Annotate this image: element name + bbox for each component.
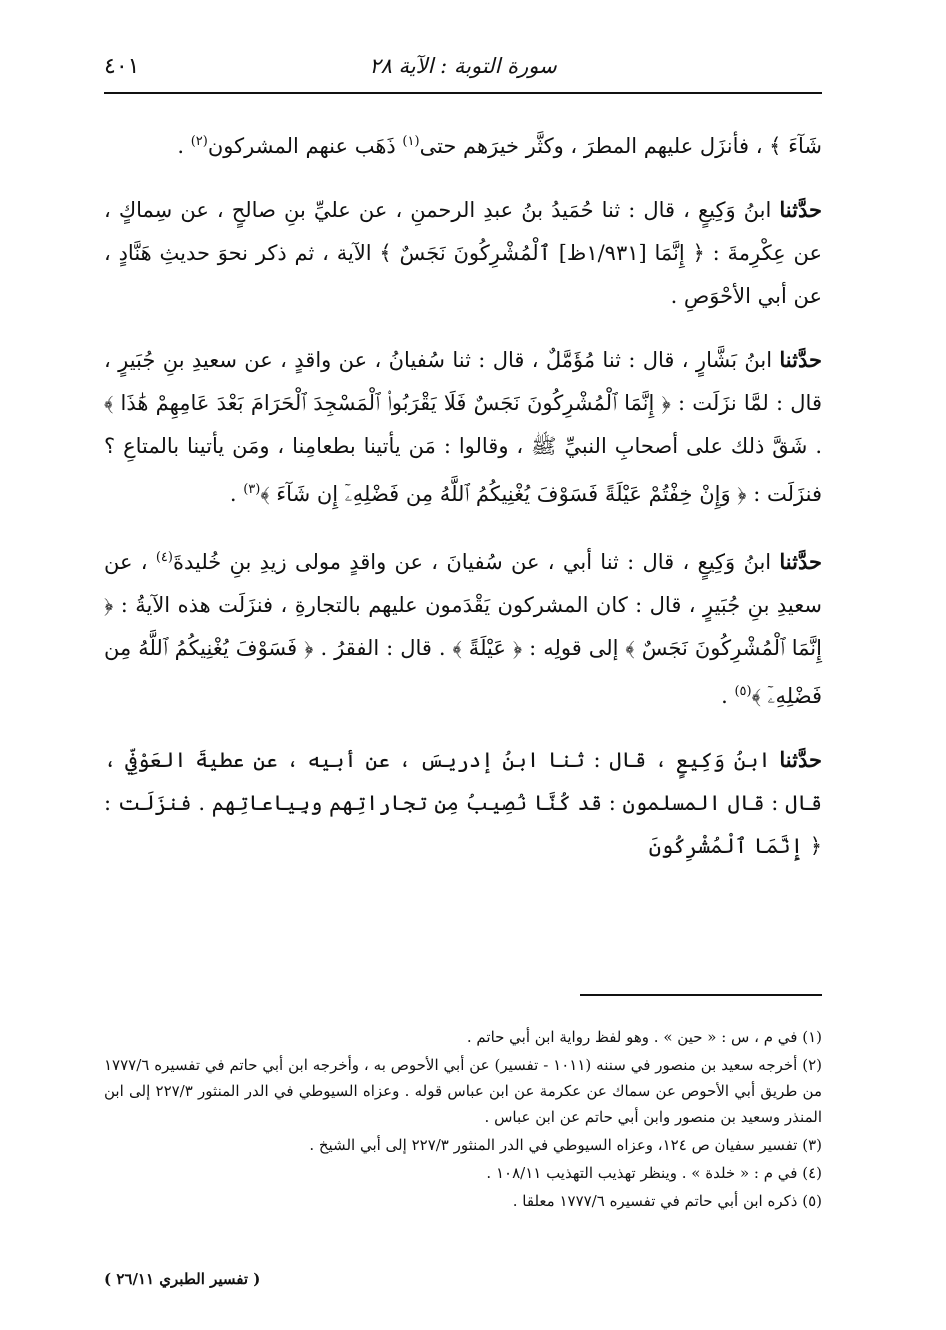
hadith-paragraph: [104, 536, 822, 718]
narration-lead: حدَّثنا: [779, 347, 822, 372]
footnote: (٢) أخرجه سعيد بن منصور في سننه (١٠١١ - تفسير) عن أبي الأحوص به ، وأخرجه ابن أبي حاتم في تفسيره ١٧٧٧/٦ من طريق أبي الأحوص عن سماك عن عكرمة عن ابن عباس قوله . وعزاه السيوطي في الدر المنثور ٢٢٧/٣ إلى ابن المنذر وسعيد بن منصور وابن أبي حاتم عن ابن عباس .: [104, 1056, 822, 1126]
hadith-paragraph: [104, 338, 822, 516]
volume-reference: ( تفسير الطبري ٢٦/١١ ): [104, 1270, 261, 1288]
main-text: [104, 120, 822, 888]
narration-lead: حدَّثنا: [779, 197, 822, 222]
text-run: ابنُ بَشَّارٍ ، قال : ثنا مُؤَمَّلٌ ، قال : ثنا سُفيانُ ، عن واقدٍ ، عن سعيدِ بنِ جُبَيرٍ ، قال : لمَّا نزَلَت : ﴿ إِنَّمَا ٱلْمُشْرِكُونَ نَجَسٌ فَلَا يَقْرَبُوا۟ ٱلْمَسْجِدَ ٱلْحَرَامَ بَعْدَ عَامِهِمْ هَٰذَا ﴾ . شَقَّ ذلك على أصحابِ النبيِّ ﷺ ، وقالوا : مَن يأتينا بطعامِنا ، ومَن يأتينا بالمتاعِ ؟ فنزَلَت : ﴿ وَإِنْ خِفْتُمْ عَيْلَةً فَسَوْفَ يُغْنِيكُمُ ٱللَّهُ مِن فَضْلِهِۦٓ إِن شَآءَ ﴾: [104, 348, 822, 506]
text-run: ابنُ وَكِيعٍ ، قال : ثنا أبي ، عن سُفيانَ ، عن واقدٍ مولى زيدِ بنِ خُليدةَ: [172, 550, 780, 574]
text-run: .: [177, 134, 191, 158]
text-run: ابنُ وَكِيعٍ ، قال : ثنا حُمَيدُ بنُ عبدِ الرحمنِ ، عن عليِّ بنِ صالحٍ ، عن سِماكٍ ، عن عِكْرِمةَ : ﴿ إِنَّمَا [١/٩٣١ظ] ٱلْمُشْرِكُونَ نَجَسٌ ﴾ الآية ، ثم ذكر نحوَ حديثِ هَنَّادٍ ، عن أبي الأحْوَصِ .: [104, 198, 823, 308]
footnote-ref: (٥): [734, 684, 752, 699]
running-title: سورة التوبة : الآية ٢٨: [369, 54, 557, 78]
paragraph-continuation: [104, 120, 822, 168]
text-run: شَآءَ ﴾ ، فأنزَل عليهم المطرَ ، وكثَّر خيرَهم حتى: [419, 134, 822, 158]
narration-lead: حدَّثنا: [779, 747, 822, 772]
header-rule: [104, 92, 822, 94]
footnote-ref: (١): [402, 134, 420, 149]
text-run: ابنُ وَكِيعٍ ، قال : ثنا ابنُ إدريسَ ، عن أبيه ، عن عطيةَ العَوْفيِّ ، قال : قال المسلمون : قد كُنَّا نُصِيبُ مِن تجاراتِهم وبِياعاتِهم . فنزَلَت : ﴿ إِنَّمَا ٱلْمُشْرِكُونَ: [104, 748, 822, 858]
narration-lead: حدَّثنا: [779, 549, 822, 574]
footnote: (٤) في م : « خلدة » . وينظر تهذيب التهذيب ١٠٨/١١ .: [486, 1164, 822, 1182]
text-run: .: [721, 684, 735, 708]
footnote-ref: (٤): [155, 550, 173, 565]
footnote: (٣) تفسير سفيان ص ١٢٤، وعزاه السيوطي في الدر المنثور ٢٢٧/٣ إلى أبي الشيخ .: [309, 1136, 822, 1154]
footnote: (٥) ذكره ابن أبي حاتم في تفسيره ١٧٧٧/٦ معلقا .: [512, 1192, 822, 1210]
footnote-ref: (٣): [243, 482, 261, 497]
text-run: ذَهَب عنهم المشركون: [207, 134, 403, 158]
footnotes: [104, 1024, 822, 1216]
footnote-ref: (٢): [190, 134, 208, 149]
page-header: [104, 48, 822, 94]
hadith-paragraph: [104, 188, 822, 318]
footnote: (١) في م ، س : « حين » . وهو لفظ رواية ابن أبي حاتم .: [466, 1028, 822, 1046]
text-run: ، عن سعيدِ بنِ جُبَيرٍ ، قال : كان المشركون يَقْدَمون عليهم بالتجارةِ ، فنزَلَت هذه الآيةُ : ﴿ إِنَّمَا ٱلْمُشْرِكُونَ نَجَسٌ ﴾ إلى قولِه : ﴿ عَيْلَةً ﴾ . قال : الفقرُ . ﴿ فَسَوْفَ يُغْنِيكُمُ ٱللَّهُ مِن فَضْلِهِۦٓ ﴾: [104, 550, 822, 708]
hadith-paragraph: [104, 738, 822, 868]
footnote-separator: [580, 994, 822, 996]
text-run: .: [229, 482, 244, 506]
page-number: ٤٠١: [104, 54, 140, 79]
